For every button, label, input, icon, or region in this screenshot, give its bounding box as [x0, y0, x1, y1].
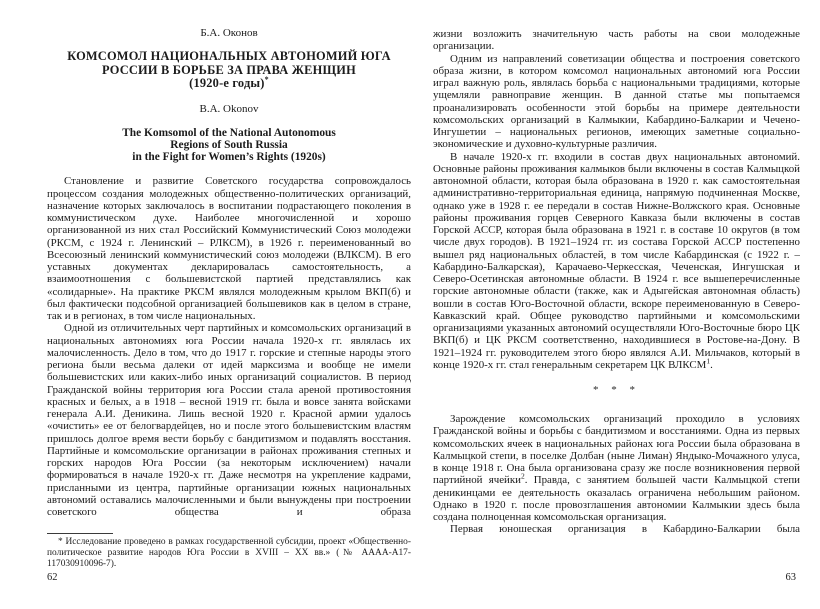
title-ru-line-1: КОМСОМОЛ НАЦИОНАЛЬНЫХ АВТОНОМИЙ ЮГА	[67, 49, 391, 63]
paragraph: Становление и развитие Советского государства сопровождалось процессом создания молодежных общественно-политических организаций, назначение которых заключалось в воспитании подрастающего поколения в коммунистическом духе. Наиболее многочисленной и хорошо организованной из них стал Российский Коммунистический Союз молодежи (РКСМ, с 1924 г. Ленинский – РЛКСМ), в 1926 г. переименованный во Всесоюзный ленинский коммунистический союз молодежи (ВЛКСМ). В его уставных документах декларировалась самостоятельность, а взаимоотношения с большевистской партией представлялись как «солидарные». На практике РКСМ являлся молодежным крылом ВКП(б) и был фактически подсобной организацией большевиков как в целом в стране, так и в регионах, в том числе национальных.	[47, 175, 411, 323]
paragraph: Одной из отличительных черт партийных и комсомольских организаций в национальных автономиях юга России начала 1920-х гг. являлась их малочисленность. Дело в том, что до 1917 г. горские и степные народы этого региона были весьма далеки от идей марксизма и вообще не имели большевистских или каких-либо иных организаций социалистов. В период Гражданской войны территория юга России стала ареной противостояния красных и белых, а в 1918 – весной 1919 гг. была и вовсе занята войсками генерала А.И. Деникина. Лишь весной 1920 г. Красной армии удалось «очистить» ее от белогвардейцев, но и после этого большевистским властям пришлось долгое время вести борьбу с бандитизмом и подавлять восстания. Партийные и комсомольские организации в районах проживания степных и горских народов Юга России (за некоторым исключением) начали формироваться в начале 1920-х гг. Даже несмотря на укрепление кадрами, присланными из центра, партийные организации южных национальных автономий оставались малочисленными и были вынуждены при построении советского общества и образа	[47, 322, 411, 519]
title-en-line-2: Regions of South Russia	[170, 138, 288, 151]
right-page	[433, 0, 800, 609]
footnote-separator-rule	[47, 533, 113, 534]
paragraph: Первая юношеская организация в Кабардино-Балкарии была	[450, 523, 800, 536]
page-number-right: 63	[785, 572, 796, 583]
left-page-body	[47, 175, 411, 518]
title-en-line-1: The Komsomol of the National Autonomous	[122, 126, 336, 139]
title-ru-line-2: РОССИИ В БОРЬБЕ ЗА ПРАВА ЖЕНЩИН	[102, 62, 356, 77]
article-title-en	[47, 127, 411, 164]
author-name-ru: Б.А. Оконов	[200, 27, 258, 39]
paragraph-continuation: жизни возложить значительную часть работы на свои молодежные организации.	[433, 28, 800, 53]
right-page-body	[433, 28, 800, 536]
footnote-block	[47, 533, 411, 571]
endnote-reference-2: 2	[521, 471, 525, 481]
paragraph: Одним из направлений советизации общества и построения советского образа жизни, в котором комсомол национальных автономий юга России играл важную роль, являлась борьба с национальными традициями, которые ущемляли равноправие женщин. В данной статье мы попытаемся проанализировать особенности этой борьбы на примере деятельности комсомольских организаций в Калмыкии, Кабардино-Балкарии и Чечено-Ингушетии – национальных регионов, имеющих заметные социально-экономические и духовно-культурные различия.	[433, 52, 800, 151]
author-name-en: B.A. Okonov	[199, 102, 259, 115]
page-number-left: 62	[47, 572, 58, 583]
title-en-line-3: in the Fight for Women’s Rights (1920s)	[132, 151, 326, 164]
endnote-reference-1: 1	[706, 356, 711, 366]
paragraph: Зарождение комсомольских организаций проходило в условиях Гражданской войны и борьбы с бандитизмом и восстаниями. Одна из первых комсомольских ячеек в национальных районах юга России была образована в Калмыцкой степи, в поселке Долбан (ныне Лиман) Яндыко-Мочажного улуса, в конце 1918 г. Она была организована сразу же после возникновения первой партийной ячейки$^2$. Правда, с занятием большей части Калмыцкой степи деникинцами ее деятельность оказалась ограничена небольшим районом. Однако в 1920 г. после провозглашения автономии Калмыкии здесь была создана полноценная комсомольская организация.	[433, 413, 800, 523]
left-page	[47, 0, 411, 609]
footnote: * Исследование проведено в рамках государственной субсидии, проект «Общественно-политическое развитие народов Юга России в XVIII – XX вв.» (№ АААА-А17-117030910096-7).	[47, 537, 411, 570]
title-footnote-asterisk: *	[264, 75, 269, 85]
article-title-ru	[47, 50, 411, 91]
title-ru-line-3: (1920-е годы)*	[189, 75, 269, 91]
section-separator-asterisks: * * *	[593, 384, 640, 396]
paragraph: В начале 1920-х гг. входили в состав двух национальных автономий. Основные районы проживания калмыков были включены в состав Калмыцкой автономной области, которая была образована в 1920 г. как самостоятельная административно-территориальная единица, напрямую подчиненная Москве, однако уже в 1928 г. ее передали в состав Нижне-Волжского края. Основные районы проживания горцев Северного Кавказа были включены в состав Горской АССР, которая была образована в 1921 г. в составе 10 округов (в том числе двух городов). В 1921–1924 гг. из состава Горской АССР постепенно вышел ряд национальных областей, в том числе Кабардинская (с 1922 г. – Кабардино-Балкарская), Карачаево-Черкесская, Чеченская, Ингушская и Северо-Осетинская автономные области. В 1924 г. все вышеперечисленные горские автономные области (также, как и Адыгейская автономная область) вошли в состав Юго-Восточной области, вскоре переименованную в Северо-Кавказский край. Общее руководство партийными и комсомольскими организациями указанных автономий осуществляли Юго-Восточные бюро ЦК ВКП(б) и ЦК РКСМ соответственно, находившиеся в Ростове-на-Дону. В 1921–1924 гг. руководителем этого бюро являлся А.И. Мильчаков, который в конце 1920-х гг. стал генеральным секретарем ЦК ВЛКСМ$^1$.	[433, 150, 800, 371]
